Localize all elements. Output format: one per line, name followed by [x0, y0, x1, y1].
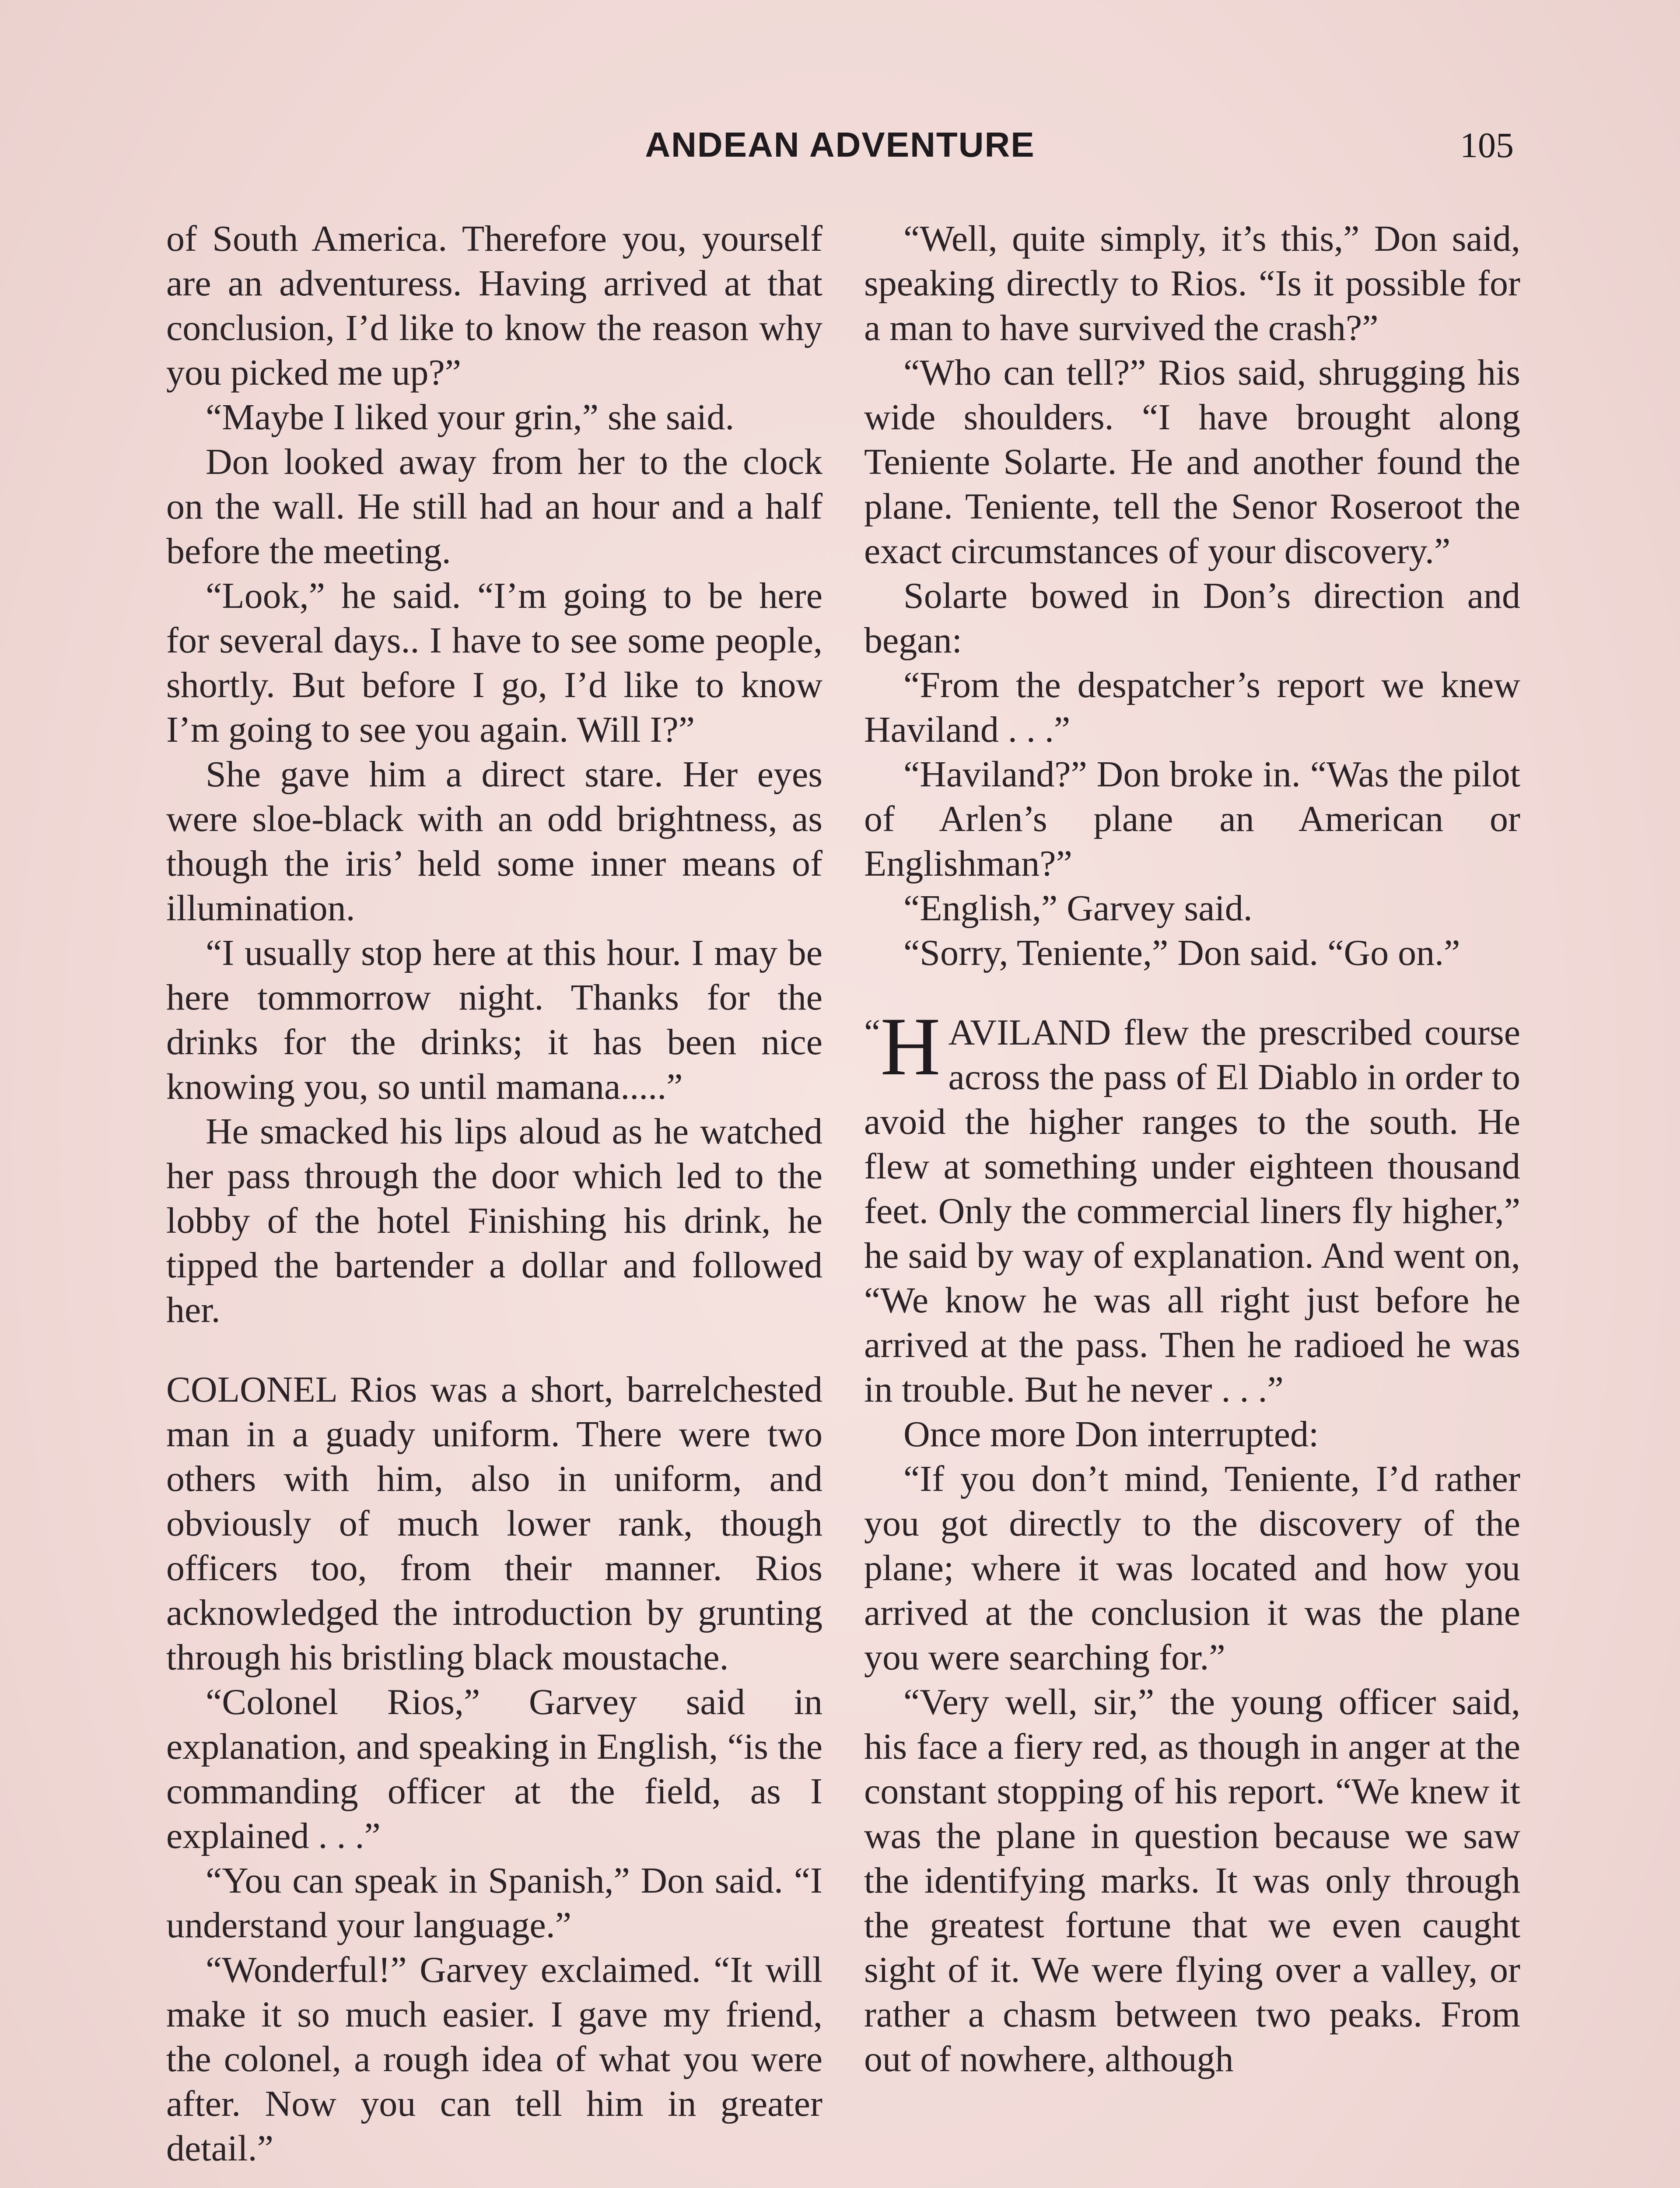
paragraph: She gave him a direct stare. Her eyes were sloe-black with an odd brightness, as though the iris’ held some inner means of illumination.: [166, 754, 822, 929]
paragraph: “Haviland?” Don broke in. “Was the pilot of Arlen’s plane an American or Englishman?”: [864, 754, 1520, 884]
page-number: 105: [1460, 125, 1514, 165]
paragraph: “Very well, sir,” the young officer said, his face a fiery red, as though in anger at the constant stopping of his report. “We knew it was the plane in question because we saw the identifying marks. It was only through the greatest fortune that we even caught sight of it. We were flying over a valley, or rather a chasm between two peaks. From out of nowhere, although: [864, 1682, 1520, 2079]
paragraph: “Maybe I liked your grin,” she said.: [206, 397, 735, 438]
paragraph: “You can speak in Spanish,” Don said. “I understand your language.”: [166, 1860, 822, 1946]
paragraph: “Look,” he said. “I’m going to be here for several days.. I have to see some people, shortly. But before I go, I’d like to know I’m going to see you again. Will I?”: [166, 575, 822, 750]
paragraph: “English,” Garvey said.: [903, 888, 1253, 929]
paragraph: He smacked his lips aloud as he watched her pass through the door which led to the lobby of the hotel Finishing his drink, he tipped the bartender a dollar and followed her.: [166, 1111, 822, 1330]
drop-cap-paragraph: [864, 1001, 1520, 1412]
paragraph: “Colonel Rios,” Garvey said in explanation, and speaking in English, “is the commanding officer at the field, as I explained . . .”: [166, 1682, 822, 1856]
paragraph: “Well, quite simply, it’s this,” Don said, speaking directly to Rios. “Is it possible for a man to have survived the crash?”: [864, 218, 1520, 348]
right-column: [864, 217, 1520, 2082]
drop-cap-letter: H: [880, 1001, 941, 1093]
paragraph: “From the despatcher’s report we knew Haviland . . .”: [864, 665, 1520, 750]
paragraph: “I usually stop here at this hour. I may be here tommorrow night. Thanks for the drinks for the drinks; it has been nice knowing you, so until mamana.....”: [166, 933, 822, 1107]
section-start-paragraph: COLONEL Rios was a short, barrelchested man in a guady uniform. There were two others with him, also in uniform, and obviously of much lower rank, though officers too, from their manner. Rios acknowledged the introduction by grunting through his bristling black moustache.: [166, 1369, 822, 1678]
paragraph: of South America. Therefore you, yourself are an adventuress. Having arrived at that conclusion, I’d like to know the reason why you picked me up?”: [166, 218, 822, 393]
running-title: ANDEAN ADVENTURE: [645, 125, 1035, 164]
left-column: [166, 217, 822, 2171]
page-header: [166, 125, 1514, 173]
paragraph: “If you don’t mind, Teniente, I’d rather you got directly to the discovery of the plane; where it was located and how you arrived at the conclusion it was the plane you were searching for.”: [864, 1459, 1520, 1678]
paragraph: “Who can tell?” Rios said, shrugging his wide shoulders. “I have brought along Teniente Solarte. He and another found the plane. Teniente, tell the Senor Roseroot the exact circumstances of your discovery.”: [864, 352, 1520, 572]
drop-cap-paragraph-text: AVILAND flew the prescribed course across the pass of El Diablo in order to avoid the higher ranges to the south. He flew at something under eighteen thousand feet. Only the commercial liners fly higher,” he said by way of explanation. And went on, “We know he was all right just before he arrived at the pass. Then he radioed he was in trouble. But he never . . .”: [864, 1012, 1520, 1410]
paragraph: Once more Don interrupted:: [903, 1414, 1319, 1455]
paragraph: “Wonderful!” Garvey exclaimed. “It will make it so much easier. I gave my friend, the colonel, a rough idea of what you were after. Now you can tell him in greater detail.”: [166, 1950, 822, 2169]
drop-cap-quote: “: [864, 1012, 881, 1053]
paragraph: Don looked away from her to the clock on the wall. He still had an hour and a half before the meeting.: [166, 442, 822, 572]
paragraph: “Sorry, Teniente,” Don said. “Go on.”: [903, 933, 1460, 973]
paragraph: Solarte bowed in Don’s direction and began:: [864, 575, 1520, 661]
